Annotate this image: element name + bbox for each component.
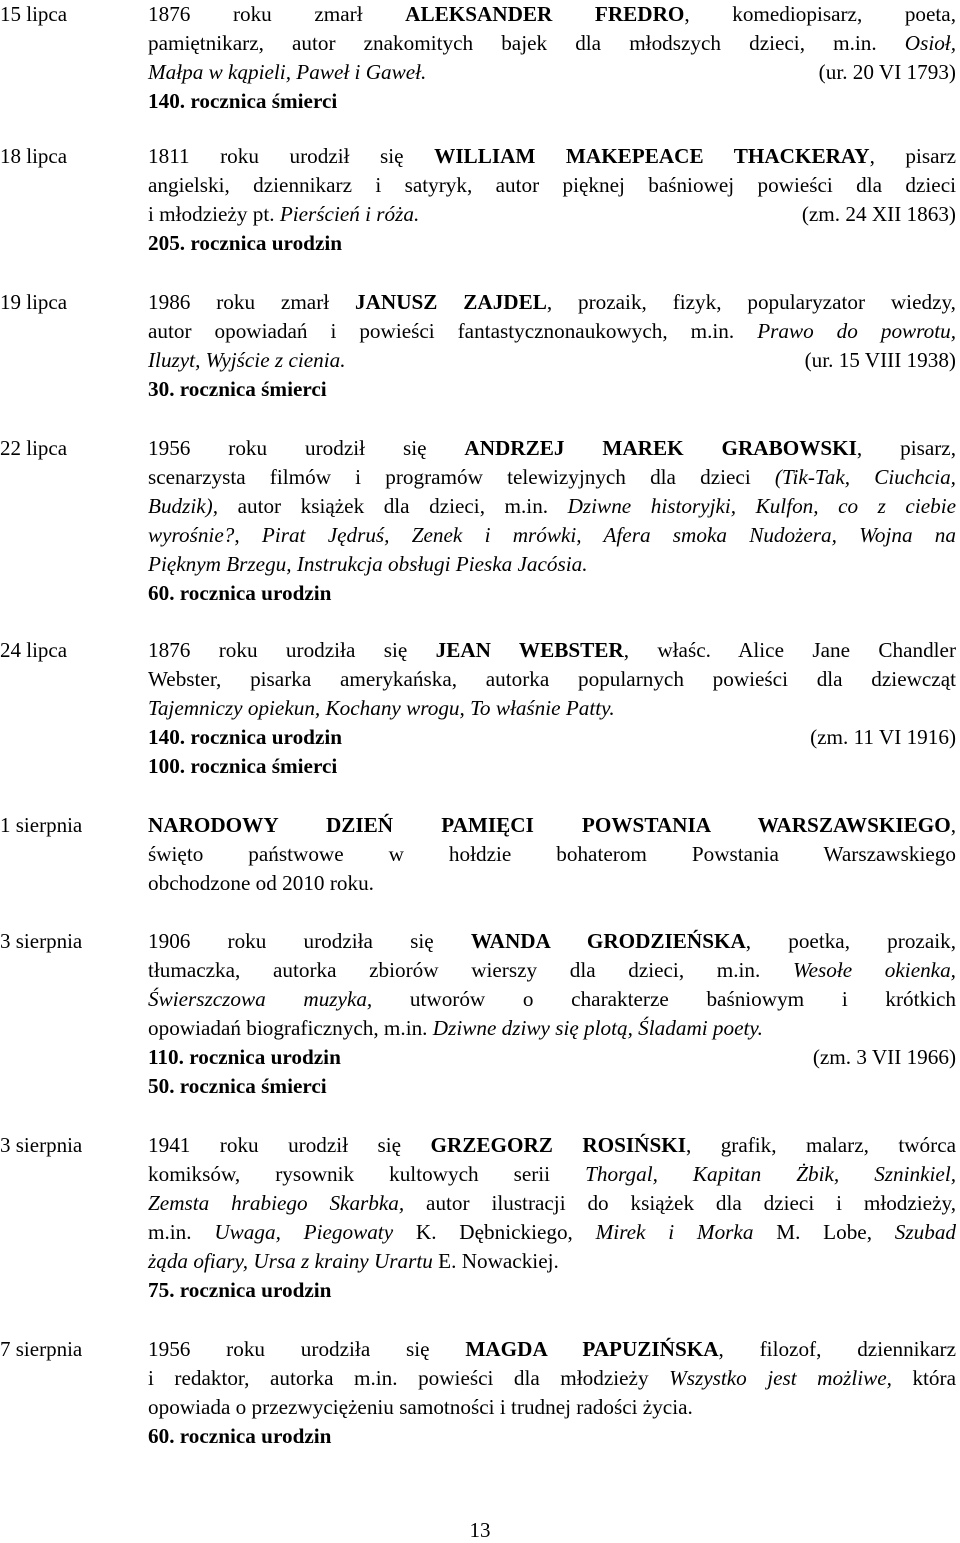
work-title: Dziwne historyjki, Kulfon, co z ciebie <box>567 494 956 518</box>
life-date: (zm. 24 XII 1863) <box>801 202 956 226</box>
person-name: ANDRZEJ MAREK GRABOWSKI <box>464 436 857 460</box>
entry-text-line: święto państwowe w hołdzie bohaterom Powstania Warszawskiego <box>148 842 956 866</box>
event-name: NARODOWY DZIEŃ PAMIĘCI POWSTANIA WARSZAWSKIEGO <box>148 813 951 837</box>
entry-date: 24 lipca <box>0 638 68 662</box>
anniversary-label: 140. rocznica urodzin <box>148 725 343 749</box>
entry-text-line: Webster, pisarka amerykańska, autorka popularnych powieści dla dziewcząt <box>148 667 956 691</box>
entry-date: 3 sierpnia <box>0 929 83 953</box>
entry-text-line: 1941 roku urodził się GRZEGORZ ROSIŃSKI, grafik, malarz, twórca <box>148 1133 957 1157</box>
entry-text-line: opowiadań biograficznych, m.in. Dziwne dziwy się plotą, Śladami poety. <box>148 1016 763 1040</box>
work-title: Uwaga, Piegowaty <box>214 1220 394 1244</box>
entry-text-line <box>148 550 956 579</box>
entry-text-line: 1906 roku urodziła się WANDA GRODZIEŃSKA, poetka, prozaik, <box>148 929 956 953</box>
entry-date: 18 lipca <box>0 144 68 168</box>
entry-text-line: i redaktor, autorka m.in. powieści dla młodzieży Wszystko jest możliwe, która <box>148 1366 956 1390</box>
life-date: (zm. 3 VII 1966) <box>812 1045 956 1069</box>
entry-text-line: żąda ofiary, Ursa z krainy Urartu E. Nowackiej. <box>148 1249 559 1273</box>
life-date: (ur. 20 VI 1793) <box>818 60 956 84</box>
entry-text-line <box>148 58 956 87</box>
work-title: Prawo do powrotu, <box>757 319 956 343</box>
work-title: Dziwne dziwy się plotą, Śladami poety. <box>432 1016 763 1040</box>
entry-text-line: 1986 roku zmarł JANUSZ ZAJDEL, prozaik, fizyk, popularyzator wiedzy, <box>148 290 956 314</box>
entry-text-line <box>148 1043 956 1072</box>
entry-text-line: komiksów, rysownik kultowych serii Thorgal, Kapitan Żbik, Szninkiel, <box>148 1162 956 1186</box>
entry-text-line: scenarzysta filmów i programów telewizyjnych dla dzieci (Tik-Tak, Ciuchcia, <box>148 465 956 489</box>
anniversary-label: 60. rocznica urodzin <box>148 581 332 605</box>
entry-text-line <box>148 346 956 375</box>
work-title: Wesołe okienka, <box>792 958 956 982</box>
anniversary-label: 110. rocznica urodzin <box>148 1045 341 1069</box>
work-title: Tajemniczy opiekun, Kochany wrogu, To właśnie Patty. <box>148 696 615 720</box>
work-title: Świerszczowa muzyka, <box>148 987 373 1011</box>
entry-text-line: 1956 roku urodziła się MAGDA PAPUZIŃSKA, filozof, dziennikarz <box>148 1337 957 1361</box>
work-title: Mirek i Morka <box>595 1220 754 1244</box>
work-title: Małpa w kąpieli, Paweł i Gaweł. <box>148 60 427 84</box>
person-name: GRZEGORZ ROSIŃSKI <box>430 1133 686 1157</box>
entry-date: 19 lipca <box>0 290 68 314</box>
work-title: Wszystko jest możliwe, <box>669 1366 892 1390</box>
person-name: WILLIAM MAKEPEACE THACKERAY <box>434 144 870 168</box>
work-title: Osioł, <box>904 31 956 55</box>
life-date: (ur. 15 VIII 1938) <box>804 348 956 372</box>
entry-text-line <box>148 723 956 752</box>
work-title: Zemsta hrabiego Skarbka, <box>148 1191 405 1215</box>
entry-text-line: NARODOWY DZIEŃ PAMIĘCI POWSTANIA WARSZAWSKIEGO, <box>148 813 956 837</box>
entry-text-line: tłumaczka, autorka zbiorów wierszy dla dzieci, m.in. Wesołe okienka, <box>148 958 956 982</box>
entry-text-line: autor opowiadań i powieści fantastycznonaukowych, m.in. Prawo do powrotu, <box>148 319 956 343</box>
work-title: Budzik), <box>148 494 219 518</box>
work-title: Thorgal, Kapitan Żbik, Szninkiel, <box>585 1162 956 1186</box>
entry-date: 7 sierpnia <box>0 1337 83 1361</box>
entry-text-line: angielski, dziennikarz i satyryk, autor pięknej baśniowej powieści dla dzieci <box>148 173 956 197</box>
work-title: żąda ofiary, Ursa z krainy Urartu <box>148 1249 433 1273</box>
entry-text-line <box>148 694 956 723</box>
entry-text-line: Zemsta hrabiego Skarbka, autor ilustracji do książek dla dzieci i młodzieży, <box>148 1191 957 1215</box>
entry-date: 22 lipca <box>0 436 68 460</box>
entry-text-line: Budzik), autor książek dla dzieci, m.in. Dziwne historyjki, Kulfon, co z ciebie <box>148 494 956 518</box>
anniversary-label: 75. rocznica urodzin <box>148 1278 332 1302</box>
anniversary-label: 100. rocznica śmierci <box>148 754 338 778</box>
life-date: (zm. 11 VI 1916) <box>810 725 956 749</box>
person-name: JEAN WEBSTER <box>435 638 624 662</box>
work-title: wyrośnie? <box>148 523 235 547</box>
entry-date: 3 sierpnia <box>0 1133 83 1157</box>
entry-text-line: wyrośnie?, Pirat Jędruś, Zenek i mrówki, Afera smoka Nudożera, Wojna na <box>148 523 956 547</box>
entry-date: 15 lipca <box>0 2 68 26</box>
entry-text-line: 1811 roku urodził się WILLIAM MAKEPEACE THACKERAY, pisarz <box>148 144 956 168</box>
entry-text-line: opowiada o przezwyciężeniu samotności i trudnej radości życia. <box>148 1395 693 1419</box>
entry-text-line: Świerszczowa muzyka, utworów o charakterze baśniowym i krótkich <box>148 987 956 1011</box>
entry-text-line: i młodzieży pt. Pierścień i róża. (zm. 24 XII 1863) <box>148 200 956 229</box>
person-name: ALEKSANDER FREDRO <box>405 2 685 26</box>
page-number: 13 <box>469 1518 491 1542</box>
person-name: WANDA GRODZIEŃSKA <box>470 929 746 953</box>
entry-date: 1 sierpnia <box>0 813 83 837</box>
work-title: Szubad <box>894 1220 957 1244</box>
anniversary-label: 30. rocznica śmierci <box>148 377 327 401</box>
entry-text-line: obchodzone od 2010 roku. <box>148 871 374 895</box>
anniversary-label: 60. rocznica urodzin <box>148 1424 332 1448</box>
anniversary-label: 140. rocznica śmierci <box>148 89 338 113</box>
person-name: MAGDA PAPUZIŃSKA <box>465 1337 719 1361</box>
work-title: Pierścień i róża. <box>279 202 420 226</box>
entry-text-line: 1876 roku zmarł ALEKSANDER FREDRO, komediopisarz, poeta, <box>148 2 957 26</box>
entry-text-line: 1876 roku urodziła się JEAN WEBSTER, właśc. Alice Jane Chandler <box>148 638 957 662</box>
work-title: Iluzyt, Wyjście z cienia. <box>148 348 346 372</box>
anniversary-label: 205. rocznica urodzin <box>148 231 343 255</box>
work-title: Pirat Jędruś, Zenek i mrówki, Afera smoka Nudożera, Wojna na <box>261 523 956 547</box>
entry-text-line: m.in. Uwaga, Piegowaty K. Dębnickiego, Mirek i Morka M. Lobe, Szubad <box>148 1220 957 1244</box>
anniversary-label: 50. rocznica śmierci <box>148 1074 327 1098</box>
person-name: JANUSZ ZAJDEL <box>355 290 547 314</box>
work-title: Pięknym Brzegu, Instrukcja obsługi Pieska Jacósia. <box>148 552 588 576</box>
entry-text-line: pamiętnikarz, autor znakomitych bajek dla młodszych dzieci, m.in. Osioł, <box>148 31 956 55</box>
entry-text-line: 1956 roku urodził się ANDRZEJ MAREK GRABOWSKI, pisarz, <box>148 436 957 460</box>
work-title: (Tik-Tak, Ciuchcia, <box>774 465 956 489</box>
